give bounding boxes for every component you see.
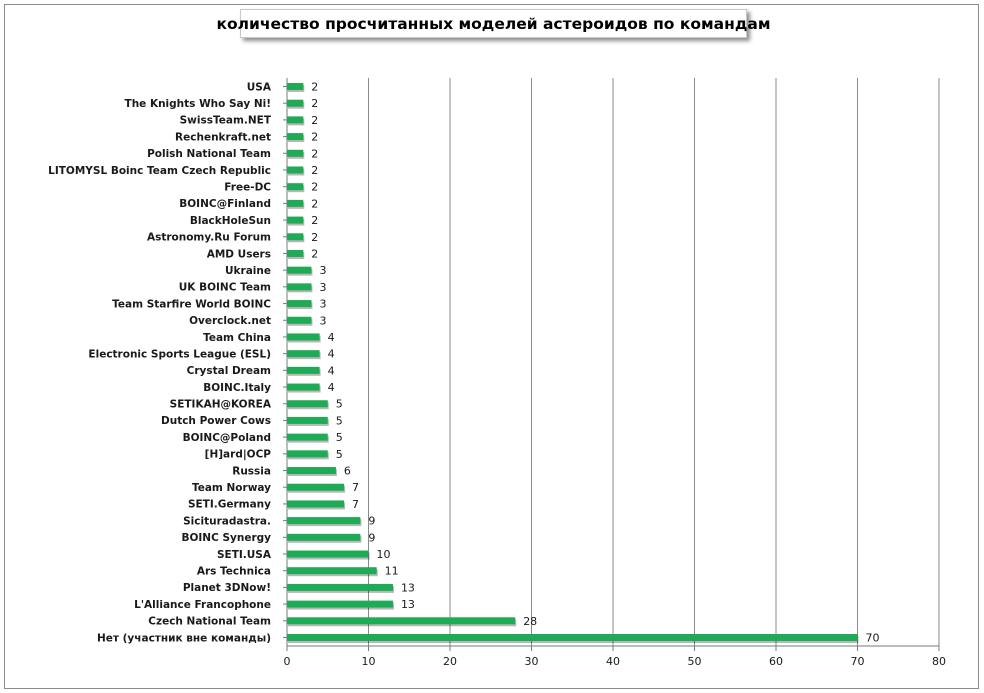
x-tick-label: 10: [361, 655, 376, 668]
category-label: BlackHoleSun: [189, 214, 271, 227]
category-label: Team China: [203, 331, 271, 344]
bar: [287, 217, 303, 224]
category-label: Rechenkraft.net: [175, 131, 271, 144]
value-label: 5: [335, 431, 343, 445]
value-label: 70: [865, 631, 880, 645]
x-tick-label: 40: [606, 655, 620, 668]
category-label: AMD Users: [206, 248, 271, 261]
value-label: 5: [335, 447, 343, 461]
value-label: 3: [319, 314, 327, 328]
x-tick-label: 20: [443, 655, 457, 668]
category-label: UK BOINC Team: [178, 281, 271, 294]
category-label: BOINC.Italy: [203, 381, 271, 394]
bar: [287, 450, 328, 457]
category-label: Team Norway: [191, 482, 271, 495]
value-label: 9: [368, 514, 376, 528]
category-label: Electronic Sports League (ESL): [88, 348, 271, 361]
bar: [287, 250, 303, 257]
category-label: L'Alliance Francophone: [134, 598, 271, 611]
value-label: 5: [335, 414, 343, 428]
value-label: 9: [368, 531, 376, 545]
value-label: 2: [311, 230, 319, 244]
bar: [287, 534, 360, 541]
category-label: Overclock.net: [189, 315, 271, 328]
bar: [287, 567, 377, 574]
category-label: Sicituradastra.: [183, 515, 271, 528]
value-label: 3: [319, 280, 327, 294]
bar: [287, 467, 336, 474]
bar: [287, 317, 311, 324]
category-label: Crystal Dream: [186, 365, 271, 378]
value-label: 13: [400, 581, 415, 595]
bar: [287, 166, 303, 173]
value-label: 2: [311, 247, 319, 261]
category-label: [H]ard|OCP: [204, 448, 271, 461]
category-label: Team Starfire World BOINC: [112, 298, 271, 311]
bar: [287, 634, 858, 641]
category-label: SETIKAH@KOREA: [169, 398, 271, 411]
x-tick-label: 30: [524, 655, 539, 668]
value-label: 13: [400, 598, 415, 612]
category-label: The Knights Who Say Ni!: [124, 97, 271, 110]
x-tick-label: 50: [687, 655, 702, 668]
bar: [287, 384, 320, 391]
bar: [287, 183, 303, 190]
bar: [287, 233, 303, 240]
category-label: Dutch Power Cows: [161, 415, 271, 428]
bar: [287, 283, 311, 290]
value-label: 2: [311, 197, 319, 211]
bar: [287, 100, 303, 107]
value-label: 7: [352, 497, 360, 511]
value-label: 4: [327, 347, 335, 361]
category-label: Planet 3DNow!: [182, 582, 271, 595]
category-label: SETI.Germany: [187, 498, 271, 511]
category-label: Astronomy.Ru Forum: [146, 231, 271, 244]
value-label: 3: [319, 264, 327, 278]
category-label: BOINC@Finland: [179, 198, 271, 211]
bar: [287, 300, 311, 307]
chart-title: количество просчитанных моделей астероидов по командам: [216, 14, 771, 33]
category-label: SwissTeam.NET: [179, 114, 271, 127]
bar: [287, 333, 320, 340]
category-label: SETI.USA: [216, 548, 271, 561]
category-label: Ars Technica: [196, 565, 271, 578]
value-label: 10: [376, 548, 391, 562]
value-label: 11: [384, 564, 399, 578]
value-label: 4: [327, 330, 335, 344]
value-label: 2: [311, 180, 319, 194]
bar: [287, 116, 303, 123]
value-label: 2: [311, 214, 319, 228]
bar: [287, 267, 311, 274]
value-label: 2: [311, 113, 319, 127]
value-label: 6: [343, 464, 351, 478]
category-label: Ukraine: [225, 264, 271, 277]
bar: [287, 500, 344, 507]
category-label: Free-DC: [224, 181, 271, 194]
value-label: 2: [311, 97, 319, 111]
value-label: 2: [311, 163, 319, 177]
value-label: 2: [311, 130, 319, 144]
chart-title-box: [216, 9, 771, 38]
bar: [287, 617, 515, 624]
value-label: 28: [523, 614, 538, 628]
category-label: Czech National Team: [148, 615, 271, 628]
category-label: USA: [246, 81, 271, 94]
value-label: 4: [327, 364, 335, 378]
bar: [287, 367, 320, 374]
category-label: Russia: [232, 465, 271, 478]
x-tick-label: 60: [769, 655, 783, 668]
value-label: 7: [352, 481, 360, 495]
bar: [287, 417, 328, 424]
bar: [287, 83, 303, 90]
bar: [287, 484, 344, 491]
value-label: 2: [311, 80, 319, 94]
bar: [287, 350, 320, 357]
x-tick-label: 0: [283, 655, 291, 668]
value-label: 3: [319, 297, 327, 311]
x-tick-label: 70: [850, 655, 865, 668]
bar: [287, 150, 303, 157]
value-label: 2: [311, 147, 319, 161]
category-label: BOINC Synergy: [181, 532, 271, 545]
category-label: BOINC@Poland: [182, 431, 271, 444]
bar: [287, 434, 328, 441]
category-label: Polish National Team: [147, 148, 271, 161]
bar: [287, 200, 303, 207]
bar: [287, 601, 393, 608]
x-tick-label: 80: [932, 655, 946, 668]
value-label: 5: [335, 397, 343, 411]
bar: [287, 584, 393, 591]
bar: [287, 400, 328, 407]
bar: [287, 517, 360, 524]
bar: [287, 551, 369, 558]
bar: [287, 133, 303, 140]
category-label: Нет (участник вне команды): [96, 632, 271, 645]
category-label: LITOMYSL Boinc Team Czech Republic: [48, 164, 271, 177]
value-label: 4: [327, 381, 335, 395]
